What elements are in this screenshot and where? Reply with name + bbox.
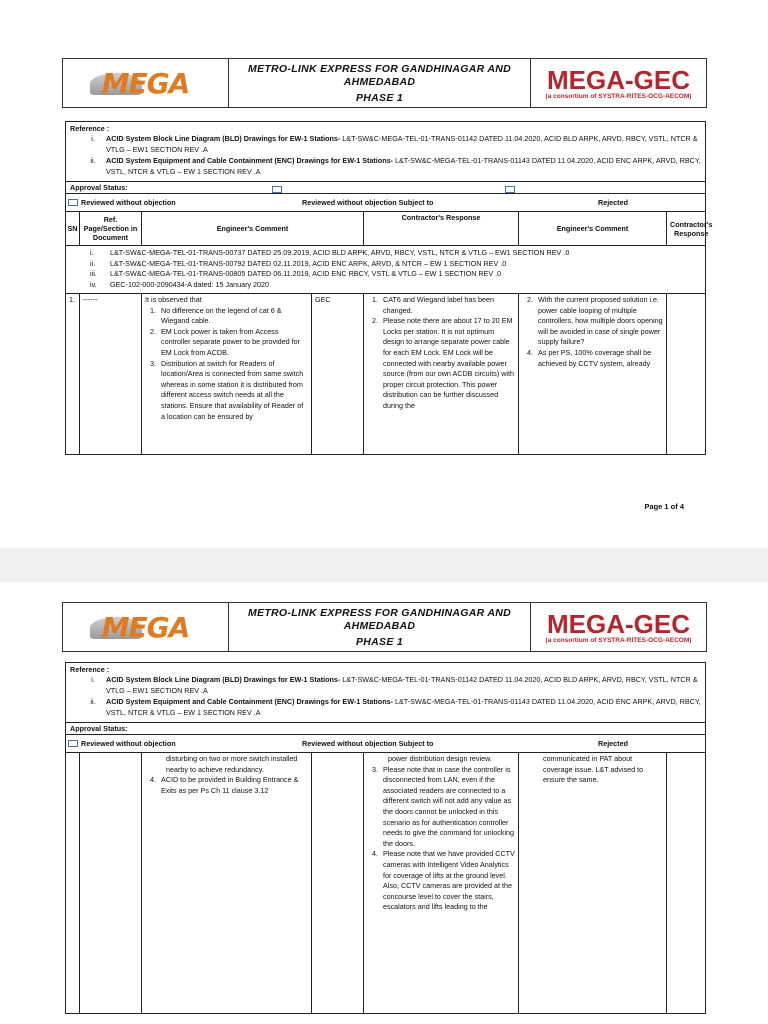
table-row: 1. ------ It is observed that 1. No difference on the legend of cat 6 & Wiegand cable. 2. EM Lock power is taken from Access controller separate power to be provided for EM Lock from ACDB. 3. Distribution at switch for Readers of location/Area is connected from same switch whereas in some station it is distributed from different access switch needs at all the stations. Ensure that availability of Reader of a location can be ensured by GEC 1. CAT6 and Wiegand label has been changed. 2. Please note there are about 17 to 20 EM Locks per station. It is not optimum design to arrange separate power cable for each EM Lock. EM Lock will be connected with nearby available power source (from our own ACDB circuits) with proper circuit protection. This power distribution can be further discussed during the 2. With the current proposed solution i.e. power cable looping of multiple controllers, how multiple doors opening will be avoided in case of single power supply failure? 4. As per PS, 100% coverage shall be achieved by CCTV system, already (66, 294, 705, 454)
page-gap (0, 548, 768, 582)
approval-status-label: Approval Status: (66, 723, 705, 735)
table-header: SN Ref. Page/Section in Document Engineer's Comment Contractor's Response Engineer's Comment Contractor's Response (66, 212, 705, 246)
comment-table-continued (65, 662, 706, 1014)
reference-item: i. ACID System Block Line Diagram (BLD) Drawings for EW-1 Stations- L&T-SW&C-MEGA-TEL-01-TRANS-01142 DATED 11.04.2020, ACID BLD ARPK, ARVD, RBCY, VSTL, NTCR & VTLG – EW1 SECTION REV .A (91, 134, 698, 154)
page-header (62, 58, 707, 108)
mega-logo: MEGA (63, 603, 229, 651)
mega-logo: MEGA (63, 59, 229, 107)
page-header (62, 602, 707, 652)
checkbox-reviewed[interactable] (68, 740, 78, 747)
reference-section: Reference : i. ACID System Block Line Diagram (BLD) Drawings for EW-1 Stations- L&T-SW&C-MEGA-TEL-01-TRANS-01142 DATED 11.04.2020, ACID BLD ARPK, ARVD, RBCY, VSTL, NTCR & VTLG – EW1 SECTION REV .A ii. ACID System Equipment and Cable Containment (ENC) Drawings for EW-1 Stations- L&T-SW&C-MEGA-TEL-01-TRANS-01143 DATED 11.04.2020, ACID ENC ARPK, ARVD, RBCY, VSTL, NTCR & VTLG – EW 1 SECTION REV .A (66, 122, 705, 182)
reference-item: i. ACID System Block Line Diagram (BLD) Drawings for EW-1 Stations- L&T-SW&C-MEGA-TEL-01-TRANS-01142 DATED 11.04.2020, ACID BLD ARPK, ARVD, RBCY, VSTL, NTCR & VTLG – EW1 SECTION REV .A (91, 675, 698, 695)
reference-item: ii. ACID System Equipment and Cable Containment (ENC) Drawings for EW-1 Stations- L&T-SW&C-MEGA-TEL-01-TRANS-01143 DATED 11.04.2020, ACID ENC ARPK, ARVD, RBCY, VSTL, NTCR & VTLG – EW 1 SECTION REV .A (90, 697, 701, 717)
mega-gec-logo: MEGA-GEC (a consortium of SYSTRA-RITES-OCG-AECOM) (530, 59, 706, 107)
checkbox-rejected[interactable] (505, 186, 515, 193)
transmittal-list: i. L&T-SW&C-MEGA-TEL-01-TRANS-00737 DATED 25.09.2019, ACID BLD ARPK, ARVD, RBCY, VSTL, NTCR & VTLG – EW1 SECTION REV .0 ii. L&T-SW&C-MEGA-TEL-01-TRANS-00792 DATED 02.11.2019, ACID ENC ARPK, ARVD, & NTCR – EW 1 SECTION REV .0 iii. L&T-SW&C-MEGA-TEL-01-TRANS-00805 DATED 06.11.2019, ACID ENC RBCY, VSTL & VTLG – EW 1 SECTION REV .0 iv. GEC-102-000-2090434-A dated: 15 January 2020 (66, 246, 705, 294)
approval-options: Reviewed without objection Reviewed without objection Subject to Rejected (66, 194, 705, 212)
comment-table (65, 121, 713, 455)
reference-item: ii. ACID System Equipment and Cable Containment (ENC) Drawings for EW-1 Stations- L&T-SW&C-MEGA-TEL-01-TRANS-01143 DATED 11.04.2020, ACID ENC ARPK, ARVD, RBCY, VSTL, NTCR & VTLG – EW 1 SECTION REV .A (90, 156, 701, 176)
page-number: Page 1 of 4 (644, 502, 684, 511)
project-title: METRO-LINK EXPRESS FOR GANDHINAGAR AND AHMEDABAD PHASE 1 (247, 607, 511, 648)
project-title: METRO-LINK EXPRESS FOR GANDHINAGAR AND AHMEDABAD PHASE 1 (247, 63, 511, 104)
checkbox-reviewed[interactable] (68, 199, 78, 206)
reference-section: Reference : i. ACID System Block Line Diagram (BLD) Drawings for EW-1 Stations- L&T-SW&C-MEGA-TEL-01-TRANS-01142 DATED 11.04.2020, ACID BLD ARPK, ARVD, RBCY, VSTL, NTCR & VTLG – EW1 SECTION REV .A ii. ACID System Equipment and Cable Containment (ENC) Drawings for EW-1 Stations- L&T-SW&C-MEGA-TEL-01-TRANS-01143 DATED 11.04.2020, ACID ENC ARPK, ARVD, RBCY, VSTL, NTCR & VTLG – EW 1 SECTION REV .A (66, 663, 705, 723)
table-row: disturbing on two or more switch installed nearby to achieve redundancy. 4. ACID to be provided in Building Entrance & Exits as per Ps Ch 11 clause 3.12 power distribution design review. 3. Please note that in case the controller is disconnected from LAN, even if the associated readers are connected to a different switch will not add any value as the doors cannot be unlocked in this scenario as for authentication controller needs to give the command for unlocking the doors. 4. Please note that we have provided CCTV cameras with Intelligent Video Analytics for coverage of lifts at the ground level. Also, CCTV cameras are provided at the concourse level to cover the stairs, escalators and lifts leading to the communicated in PAT about coverage issue. L&T advised to ensure the same. (66, 753, 705, 1013)
mega-gec-logo: MEGA-GEC (a consortium of SYSTRA-RITES-OCG-AECOM) (530, 603, 706, 651)
approval-options: Reviewed without objection Reviewed without objection Subject to Rejected (66, 735, 705, 753)
checkbox-reviewed-subject[interactable] (272, 186, 282, 193)
approval-status-label: Approval Status: (66, 182, 705, 194)
